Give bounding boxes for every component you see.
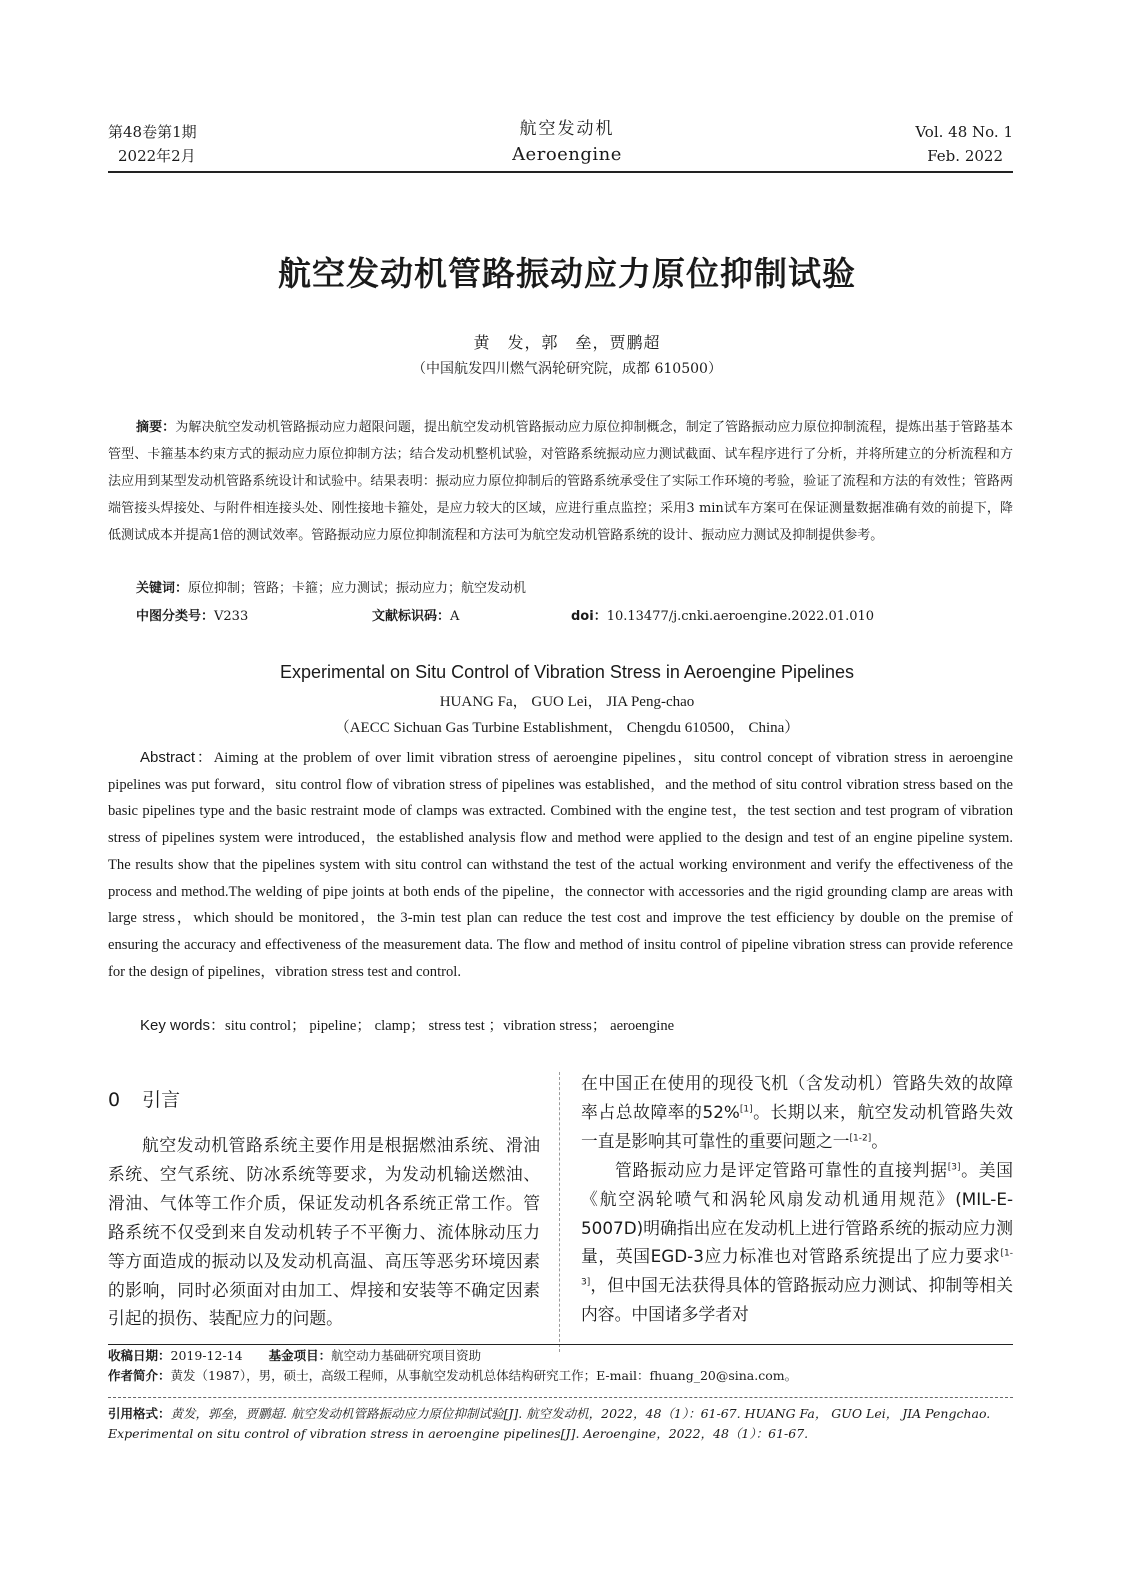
keywords-en-text: situ control； pipeline； clamp； stress test ；vibration stress； aeroengine	[225, 1018, 675, 1034]
keywords-cn-text: 原位抑制；管路；卡箍；应力测试；振动应力；航空发动机	[188, 581, 527, 596]
footnote-author-bio	[108, 1366, 797, 1386]
authors: 黄 发，郭 垒，贾鹏超	[473, 333, 661, 352]
citation-ref: [1]	[739, 1104, 753, 1115]
paragraph: 航空发动机管路系统主要作用是根据燃油系统、滑油系统、空气系统、防冰系统等要求，为发动机输送燃油、滑油、气体等工作介质，保证发动机各系统正常工作。管路系统不仅受到来自发动机转子不平衡力、流体脉动压力等方面造成的振动以及发动机高温、高压等恶劣环境因素的影响，同时必须面对由加工、焊接和安装等不确定因素引起的损伤、装配应力的问题。	[108, 1135, 540, 1329]
paper-title: 航空发动机管路振动应力原位抑制试验	[278, 254, 856, 293]
keywords-cn-label: 关键词：	[136, 581, 189, 596]
footnote-received-fund	[108, 1346, 481, 1366]
section-title: 引言	[142, 1089, 181, 1111]
keywords-en-label: Key words：	[140, 1017, 226, 1034]
fund-text: 航空动力基础研究项目资助	[331, 1348, 482, 1363]
citation-rule	[108, 1397, 1013, 1398]
issue-en: Vol. 48 No. 1	[915, 123, 1013, 141]
abstract-cn-text: 为解决航空发动机管路振动应力超限问题，提出航空发动机管路振动应力原位抑制概念，制定了管路振动应力原位抑制流程，提炼出基于管路基本管型、卡箍基本约束方式的振动应力原位抑制方法；结合发动机整机试验，对管路系统振动应力测试截面、试车程序进行了分析，并将所建立的分析流程和方法应用到某型发动机管路系统设计和试验中。结果表明：振动应力原位抑制后的管路系统承受住了实际工作环境的考验，验证了流程和方法的有效性；管路两端管接头焊接处、与附件相连接头处、刚性接地卡箍处，是应力较大的区域，应进行重点监控；采用3 min试车方案可在保证测量数据准确有效的前提下，降低测试成本并提高1倍的测试效率。管路振动应力原位抑制流程和方法可为航空发动机管路系统的设计、振动应力测试及抑制提供参考。	[108, 420, 1013, 543]
section-number: 0	[108, 1089, 121, 1111]
paragraph	[581, 1069, 1013, 1156]
citation-format	[108, 1404, 1013, 1444]
body-column-right	[581, 1069, 1013, 1329]
citation-ref: [1-3]	[581, 1248, 1013, 1288]
text-run: 在中国正在使用的现役飞机（含发动机）管路失效的故障率占总故障率的52%	[581, 1073, 1013, 1122]
affiliation-en: （AECC Sichuan Gas Turbine Establishment， Chengdu 610500， China）	[334, 720, 800, 736]
abstract-cn-label: 摘要：	[136, 420, 176, 435]
doi-label: doi：	[571, 609, 607, 624]
citation-label: 引用格式：	[108, 1406, 171, 1421]
text-run: 。	[871, 1130, 889, 1151]
body-column-left	[108, 1131, 540, 1333]
keywords-en	[140, 1014, 674, 1035]
column-divider	[559, 1072, 560, 1352]
text-run: 。美国《航空涡轮喷气和涡轮风扇发动机通用规范》(MIL-E-5007D)明确指出应在发动机上进行管路系统的振动应力测量，英国EGD-3应力标准也对管路系统提出了应力要求	[581, 1159, 1013, 1267]
received-label: 收稿日期：	[108, 1348, 171, 1363]
classification-label: 中图分类号：	[136, 609, 215, 624]
keywords-cn	[136, 577, 526, 596]
document-code-value: A	[450, 609, 460, 624]
doi-value: 10.13477/j.cnki.aeroengine.2022.01.010	[606, 609, 875, 624]
citation-ref: [3]	[947, 1162, 961, 1173]
authors-en: HUANG Fa， GUO Lei， JIA Peng-chao	[439, 694, 695, 710]
journal-name-en: Aeroengine	[512, 144, 622, 165]
fund-label: 基金项目：	[268, 1348, 332, 1363]
text-run: 。长期以来，航空发动机管路失效一直是影响其可靠性的重要问题之一	[581, 1101, 1013, 1151]
citation-text: 黄发，郭垒，贾鹏超. 航空发动机管路振动应力原位抑制试验[J]. 航空发动机，2022，48（1）：61-67. HUANG Fa， GUO Lei， JIA Pengchao. Experimental on situ control of vibration stress in aeroengine pipelines[J]. Aeroengine，2022，48（1）：61-67.	[108, 1406, 991, 1441]
abstract-cn	[108, 414, 1013, 549]
header-right	[915, 120, 1013, 168]
bio-text: 黄发（1987），男，硕士，高级工程师，从事航空发动机总体结构研究工作；E-mail：fhuang_20@sina.com。	[170, 1368, 798, 1383]
abstract-en	[108, 745, 1013, 985]
document-code	[372, 605, 459, 624]
citation-ref: [1-2]	[849, 1133, 872, 1144]
classification-value: V233	[214, 609, 249, 624]
date-en: Feb. 2022	[927, 147, 1003, 165]
bio-label: 作者简介：	[108, 1368, 171, 1383]
text-run: ，但中国无法获得具体的管路振动应力测试、抑制等相关内容。中国诸多学者对	[581, 1275, 1013, 1325]
date-cn: 2022年2月	[118, 147, 196, 165]
header-rule	[108, 171, 1013, 173]
paragraph	[581, 1156, 1013, 1329]
abstract-en-text: Aiming at the problem of over limit vibration stress of aeroengine pipelines，situ control concept of vibration stress in aeroengine pipelines was put forward，situ control flow of vibration stress of pipelines was established，and the method of situ control vibration stress based on the basic pipelines type and the basic restraint mode of clamps was extracted. Combined with the engine test，the test section and test program of vibration stress of pipelines system were introduced，the established analysis flow and method were applied to the design and test of an engine pipeline system. The results show that the pipelines system with situ control can withstand the test of the actual working environment and verify the effectiveness of the process and method.The welding of pipe joints at both ends of the pipeline，the connector with accessories and the rigid grounding clamp are areas with large stress，which should be monitored，the 3-min test plan can reduce the test cost and improve the test efficiency by double on the premise of ensuring the accuracy and effectiveness of the measurement data. The flow and method of insitu control of pipeline vibration stress can provide reference for the design of pipelines，vibration stress test and control.	[108, 750, 1013, 980]
abstract-en-label: Abstract：	[140, 749, 214, 766]
text-run: 管路振动应力是评定管路可靠性的直接判据	[615, 1159, 948, 1180]
classification	[136, 605, 248, 624]
document-code-label: 文献标识码：	[372, 609, 451, 624]
affiliation: （中国航发四川燃气涡轮研究院，成都 610500）	[412, 361, 722, 377]
received-date: 2019-12-14	[170, 1348, 243, 1363]
footnote-rule	[108, 1344, 1013, 1345]
journal-name-cn: 航空发动机	[519, 119, 615, 139]
issue-cn: 第48卷第1期	[108, 123, 197, 141]
doi	[571, 605, 874, 624]
paper-title-en: Experimental on Situ Control of Vibration Stress in Aeroengine Pipelines	[280, 662, 854, 682]
section-heading	[108, 1085, 180, 1112]
